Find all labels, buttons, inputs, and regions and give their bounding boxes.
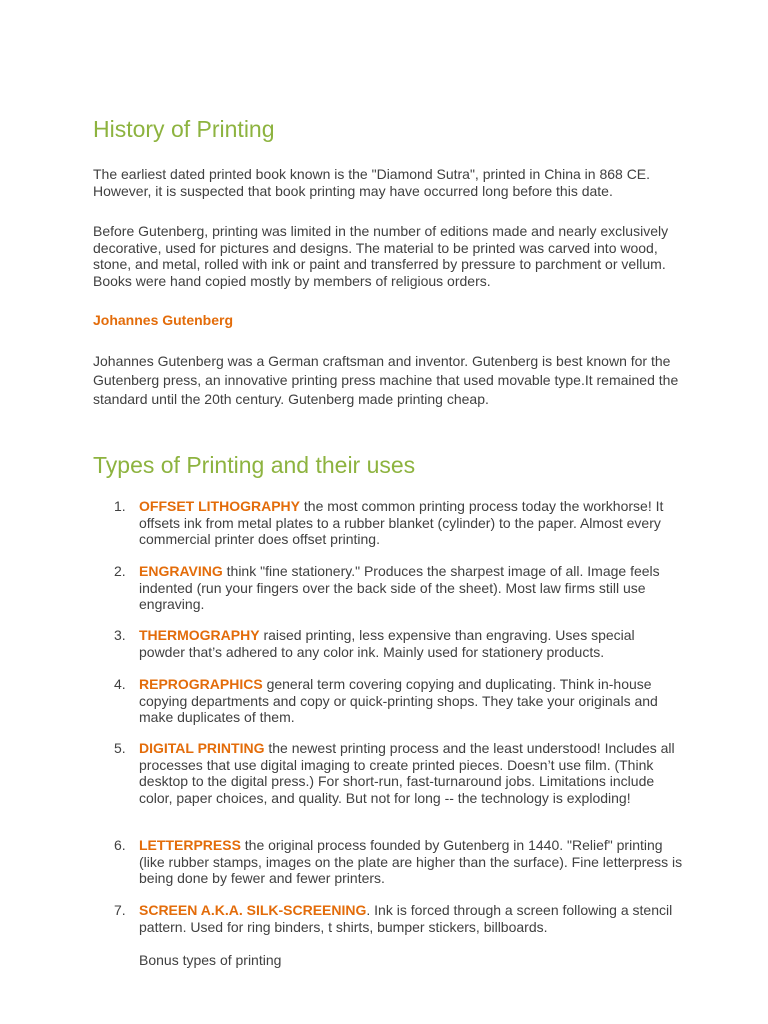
heading-types: Types of Printing and their uses: [93, 452, 416, 478]
list-item-body: [139, 740, 684, 806]
list-number: 5.: [114, 740, 126, 756]
paragraph-gutenberg: Johannes Gutenberg was a German craftsman and inventor. Gutenberg is best known for the Gutenberg press, an innovative printing press machine that used movable type.It remained the standard until the 20th century. Gutenberg made printing cheap.: [93, 353, 679, 407]
list-item-body: [139, 563, 684, 613]
list-item-term: REPROGRAPHICS: [139, 676, 263, 692]
list-item-body: [139, 627, 684, 660]
list-item-body: [139, 676, 684, 726]
list-item-term: DIGITAL PRINTING: [139, 740, 265, 756]
list-item-text: raised printing, less expensive than engraving. Uses special powder that’s adhered to any color ink. Mainly used for stationery products.: [139, 627, 635, 660]
paragraph-before-gutenberg: Before Gutenberg, printing was limited in the number of editions made and nearly exclusively decorative, used for pictures and designs. The material to be printed was carved into wood, stone, and metal, rolled with ink or paint and transferred by pressure to parchment or vellum. Books were hand copied mostly by members of religious orders.: [93, 223, 669, 289]
list-item-text: the newest printing process and the least understood! Includes all processes that use digital imaging to create printed pieces. Doesn’t use film. (Think desktop to the digital press.) For short-run, fast-turnaround jobs. Limitations include color, paper choices, and quality. But not for long -- the technology is exploding!: [139, 740, 675, 806]
list-item-body: [139, 902, 684, 935]
list-number: 1.: [114, 498, 126, 514]
list-item-term: THERMOGRAPHY: [139, 627, 260, 643]
list-item-text: think "fine stationery." Produces the sharpest image of all. Image feels indented (run your fingers over the back side of the sheet). Most law firms still use engraving.: [139, 563, 660, 612]
bonus-types-label: Bonus types of printing: [139, 952, 282, 968]
list-item-text: the most common printing process today the workhorse! It offsets ink from metal plates to a rubber blanket (cylinder) to the paper. Almost every commercial printer does offset printing.: [139, 498, 664, 547]
list-number: 3.: [114, 627, 126, 643]
list-item-body: [139, 837, 684, 887]
list-item-term: SCREEN A.K.A. SILK-SCREENING: [139, 902, 367, 918]
paragraph-diamond-sutra: The earliest dated printed book known is the "Diamond Sutra", printed in China in 868 CE. However, it is suspected that book printing may have occurred long before this date.: [93, 166, 651, 199]
list-number: 4.: [114, 676, 126, 692]
list-item-text: general term covering copying and duplicating. Think in-house copying departments and copy or quick-printing shops. They take your originals and make duplicates of them.: [139, 676, 658, 725]
heading-history: History of Printing: [93, 116, 275, 142]
list-item-body: [139, 498, 684, 548]
list-item-term: ENGRAVING: [139, 563, 223, 579]
list-item-term: OFFSET LITHOGRAPHY: [139, 498, 300, 514]
list-item-text: the original process founded by Gutenberg in 1440. "Relief" printing (like rubber stamps, images on the plate are higher than the surface). Fine letterpress is being done by fewer and fewer printers.: [139, 837, 683, 886]
list-item-text: . Ink is forced through a screen following a stencil pattern. Used for ring binders, t shirts, bumper stickers, billboards.: [139, 902, 673, 935]
list-number: 6.: [114, 837, 126, 853]
subheading-gutenberg: Johannes Gutenberg: [93, 312, 234, 328]
list-number: 2.: [114, 563, 126, 579]
list-number: 7.: [114, 902, 126, 918]
list-item-term: LETTERPRESS: [139, 837, 241, 853]
